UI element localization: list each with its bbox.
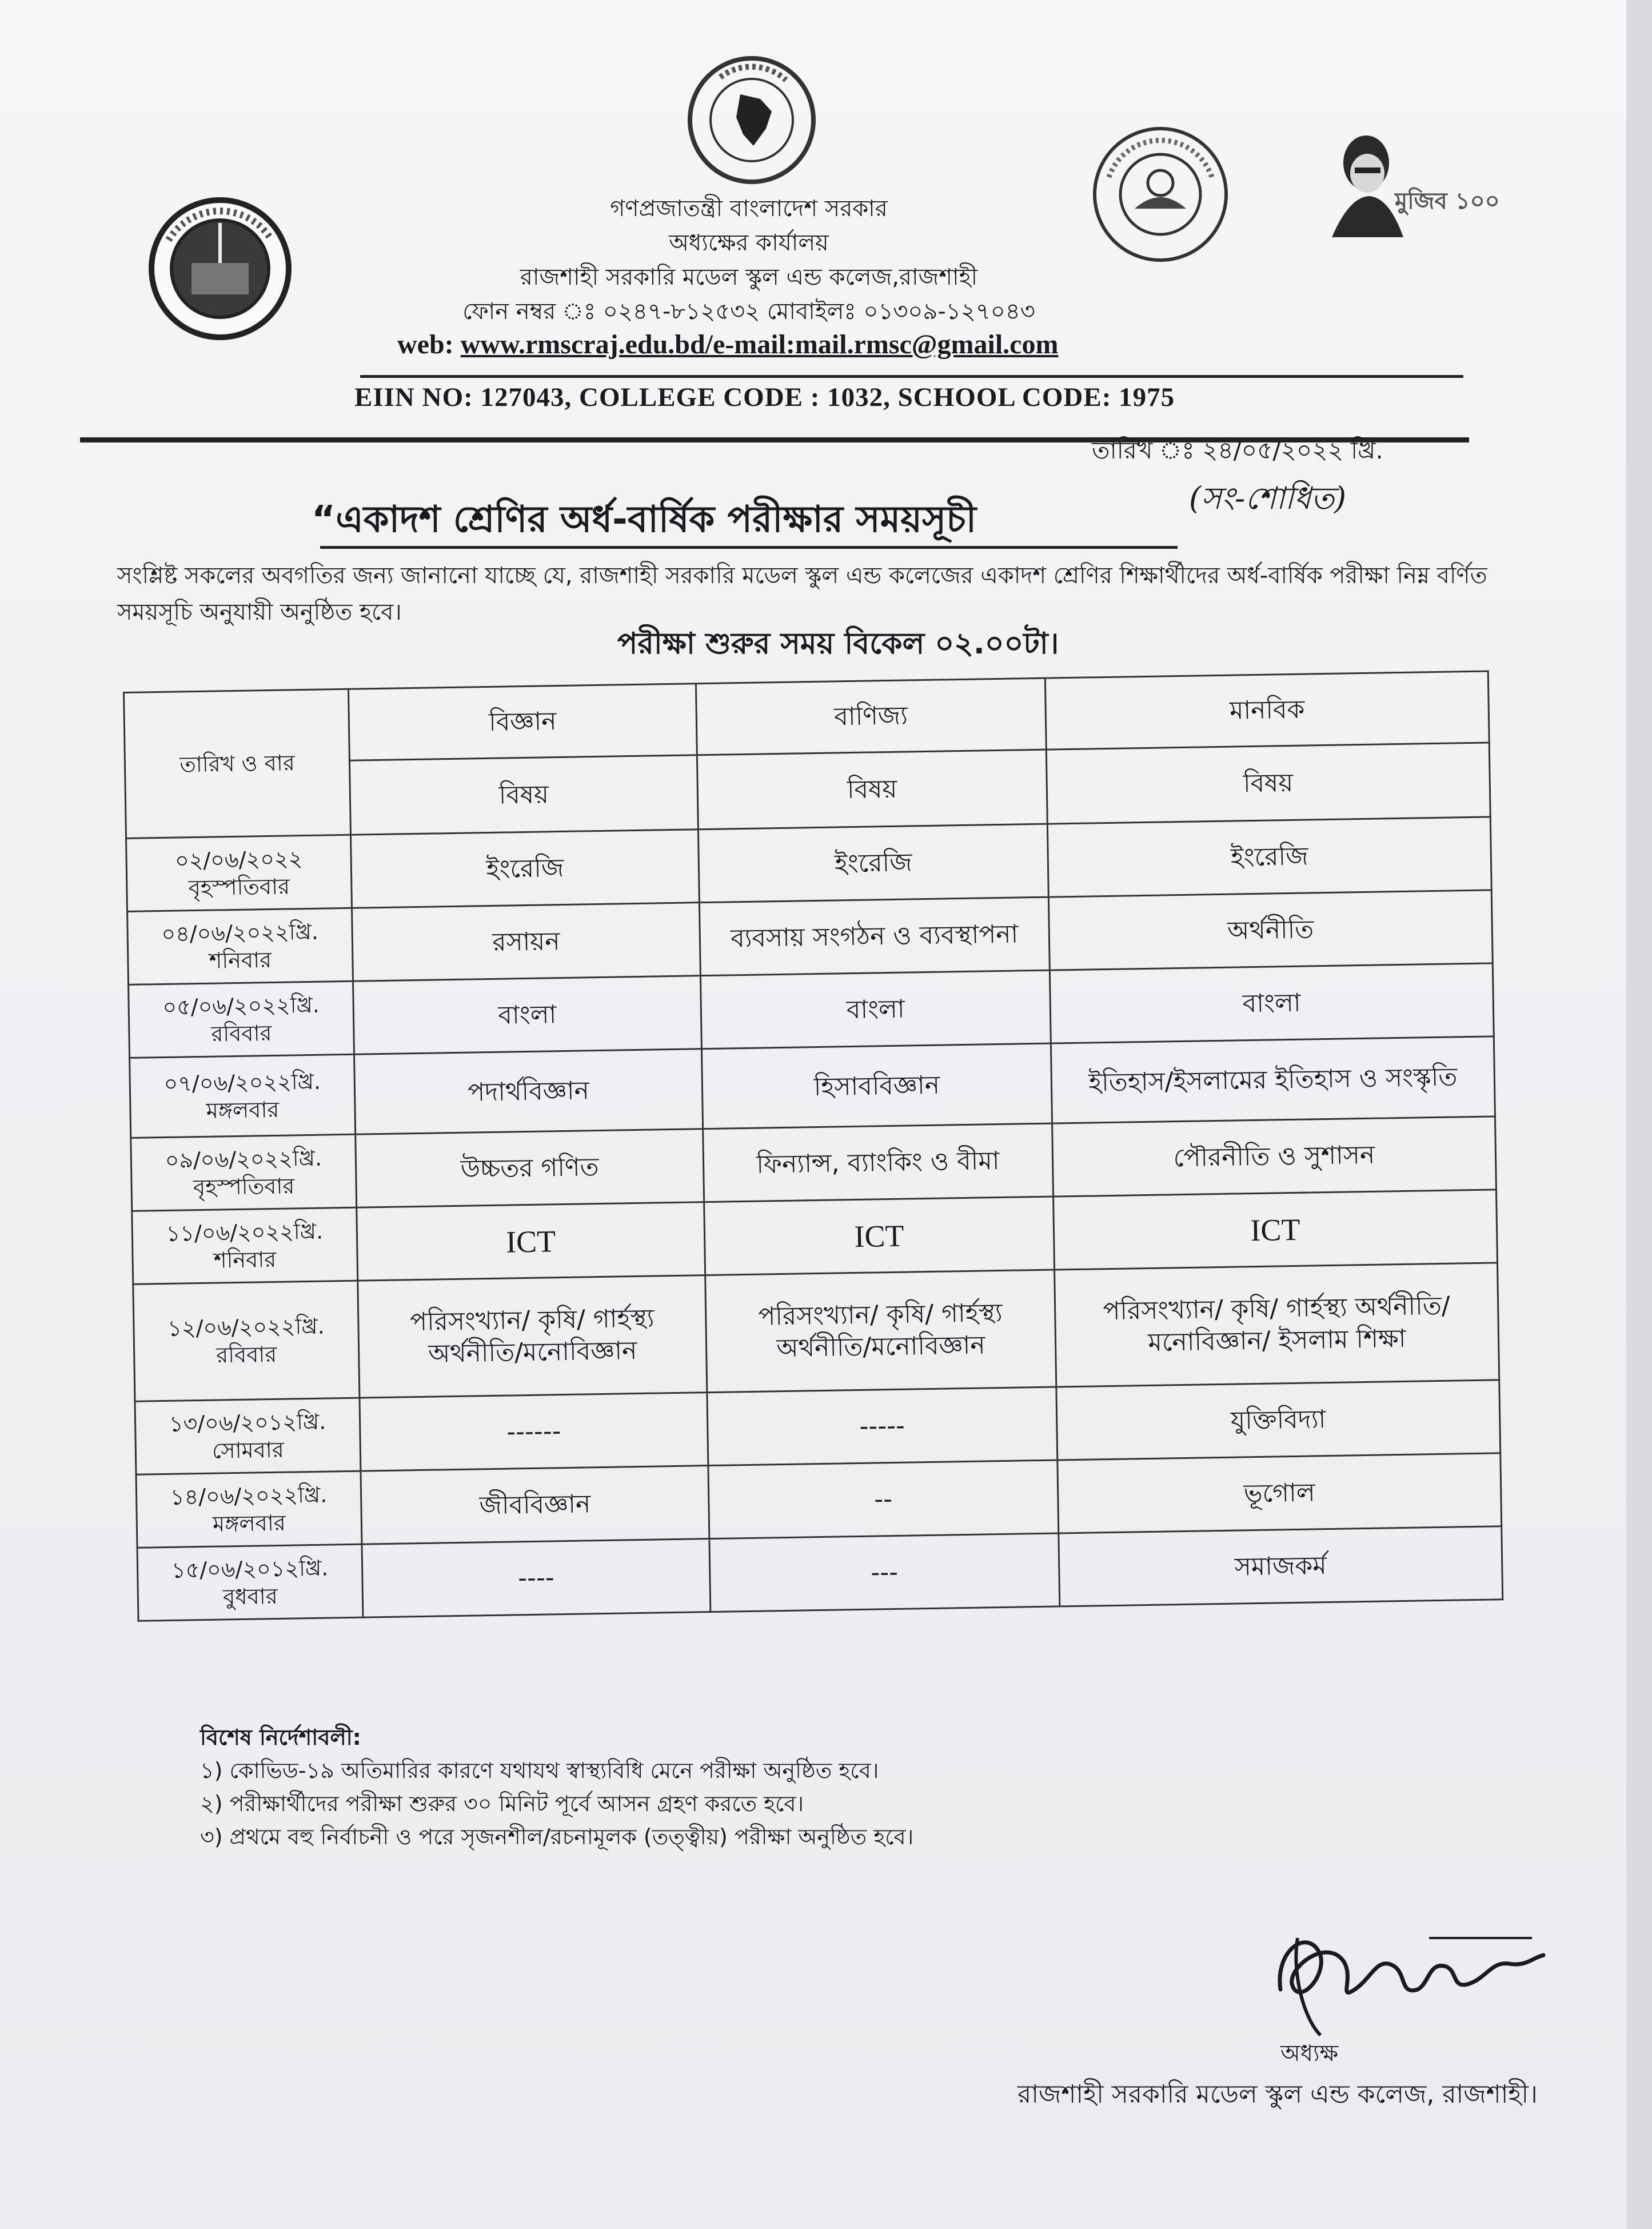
commerce-subject: ইংরেজি <box>698 824 1048 903</box>
header-subject-science: বিষয় <box>349 755 698 835</box>
commerce-subject: হিসাববিজ্ঞান <box>701 1043 1052 1129</box>
handwritten-revised-note: (সং-শোধিত) <box>1189 480 1347 516</box>
humanities-subject: ইংরেজি <box>1047 817 1491 897</box>
contact-phone: ফোন নম্বর ঃ ০২৪৭-৮১২৫৩২ মোবাইলঃ ০১৩০৯-১২৭০৪৩ <box>462 298 1035 325</box>
humanities-subject: ভূগোল <box>1058 1453 1502 1533</box>
signatory-title: অধ্যক্ষ <box>1280 2040 1339 2067</box>
letterhead <box>320 192 1178 329</box>
college-crest-icon <box>146 194 294 343</box>
exam-start-time: পরীক্ষা শুরুর সময় বিকেল ০২.০০টা। <box>617 627 1059 661</box>
header-divider-thin <box>360 375 1463 378</box>
commerce-subject: বাংলা <box>700 970 1051 1049</box>
row-date: ০৫/০৬/২০২২খ্রি. রবিবার <box>129 981 354 1058</box>
government-name: গণপ্রজাতন্ত্রী বাংলাদেশ সরকার <box>610 196 888 222</box>
commerce-subject: --- <box>709 1533 1060 1612</box>
commerce-subject: ব্যবসায় সংগঠন ও ব্যবস্থাপনা <box>699 897 1050 976</box>
commerce-subject: ফিন্যান্স, ব্যাংকিং ও বীমা <box>703 1123 1054 1202</box>
science-subject: পদার্থবিজ্ঞান <box>354 1049 703 1135</box>
science-subject: রসায়ন <box>352 903 700 982</box>
special-instructions <box>200 1721 1286 1853</box>
header-group-humanities: মানবিক <box>1045 671 1489 749</box>
row-date: ১৪/০৬/২০২২খ্রি. মঙ্গলবার <box>136 1471 362 1548</box>
instruction-item: ৩) প্রথমে বহু নির্বাচনী ও পরে সৃজনশীল/রচনামূলক (তত্ত্বীয়) পরীক্ষা অনুষ্ঠিত হবে। <box>200 1824 914 1849</box>
header-group-commerce: বাণিজ্য <box>696 678 1046 755</box>
row-date: ০৪/০৬/২০২২খ্রি. শনিবার <box>127 908 353 984</box>
signatory-office: রাজশাহী সরকারি মডেল স্কুল এন্ড কলেজ, রাজশাহী। <box>1017 2080 1538 2109</box>
science-subject: ---- <box>362 1539 711 1618</box>
notice-paragraph: সংশ্লিষ্ট সকলের অবগতির জন্য জানানো যাচ্ছে যে, রাজশাহী সরকারি মডেল স্কুল এন্ড কলেজের একাদশ শ্রেণির শিক্ষার্থীদের অর্ধ-বার্ষিক পরীক্ষা নিম্ন বর্ণিত সময়সূচি অনুযায়ী অনুষ্ঠিত হবে। <box>117 563 1487 625</box>
humanities-subject: অর্থনীতি <box>1048 890 1493 970</box>
science-subject: ICT <box>357 1202 705 1281</box>
header-subject-commerce: বিষয় <box>697 749 1047 830</box>
humanities-subject: ইতিহাস/ইসলামের ইতিহাস ও সংস্কৃতি <box>1051 1036 1495 1123</box>
title-underline <box>320 546 1178 549</box>
commerce-subject: পরিসংখ্যান/ কৃষি/ গার্হস্থ্য অর্থনীতি/মনোবিজ্ঞান <box>705 1270 1056 1393</box>
office-name: অধ্যক্ষের কার্যালয় <box>669 230 829 256</box>
government-seal-icon <box>686 54 817 186</box>
instruction-item: ১) কোভিড-১৯ অতিমারির কারণে যথাযথ স্বাস্থ্যবিধি মেনে পরীক্ষা অনুষ্ঠিত হবে। <box>200 1758 879 1783</box>
header-group-science: বিজ্ঞান <box>348 684 697 761</box>
header-subject-humanities: বিষয় <box>1046 743 1490 824</box>
notice-date: তারিখ ঃ ২৪/০৫/২০২২ খ্রি. <box>1092 436 1383 464</box>
instruction-item: ২) পরীক্ষার্থীদের পরীক্ষা শুরুর ৩০ মিনিট পূর্বে আসন গ্রহণ করতে হবে। <box>200 1791 804 1816</box>
humanities-subject: সমাজকর্ম <box>1059 1526 1503 1606</box>
institution-name: রাজশাহী সরকারি মডেল স্কুল এন্ড কলেজ,রাজশাহী <box>520 264 978 290</box>
humanities-subject: ICT <box>1053 1190 1497 1270</box>
table-row <box>133 1263 1499 1401</box>
principal-signature-icon <box>1258 1904 1555 2055</box>
science-subject: পরিসংখ্যান/ কৃষি/ গার্হস্থ্য অর্থনীতি/মনোবিজ্ঞান <box>358 1275 707 1398</box>
row-date: ০৯/০৬/২০২২খ্রি. বৃহস্পতিবার <box>131 1134 357 1211</box>
row-date: ১১/০৬/২০২২খ্রি. শনিবার <box>132 1207 358 1284</box>
science-subject: বাংলা <box>353 976 702 1055</box>
science-subject: জীববিজ্ঞান <box>361 1466 709 1545</box>
row-date: ১৫/০৬/২০১২খ্রি. বুধবার <box>137 1544 363 1621</box>
science-subject: উচ্চতর গণিত <box>356 1129 704 1208</box>
row-date: ১৩/০৬/২০১২খ্রি. সোমবার <box>135 1398 361 1474</box>
eiin-codes: EIIN NO: 127043, COLLEGE CODE : 1032, SCHOOL CODE: 1975 <box>354 382 1175 412</box>
web-prefix: web: <box>397 329 461 360</box>
row-date: ১২/০৬/২০২২খ্রি. রবিবার <box>133 1281 360 1401</box>
humanities-subject: পৌরনীতি ও সুশাসন <box>1052 1117 1496 1197</box>
commerce-subject: ICT <box>704 1197 1055 1275</box>
mujib-100-logo: মুজিব ১০০ <box>1395 188 1500 214</box>
humanities-subject: পরিসংখ্যান/ কৃষি/ গার্হস্থ্য অর্থনীতি/ মনোবিজ্ঞান/ ইসলাম শিক্ষা <box>1054 1263 1499 1387</box>
exam-schedule-table <box>123 670 1503 1621</box>
instructions-heading: বিশেষ নির্দেশাবলী: <box>200 1725 361 1750</box>
website-link[interactable]: www.rmscraj.edu.bd/e-mail:mail.rmsc@gmail.com <box>460 329 1059 360</box>
commerce-subject: ----- <box>707 1387 1058 1466</box>
notice-title: “একাদশ শ্রেণির অর্ধ-বার্ষিক পরীক্ষার সময়সূচী <box>312 499 977 541</box>
science-subject: ইংরেজি <box>350 830 699 908</box>
row-date: ০৭/০৬/২০২২খ্রি. মঙ্গলবার <box>130 1054 356 1138</box>
page-edge <box>1626 0 1652 2229</box>
row-date: ০২/০৬/২০২২ বৃহস্পতিবার <box>126 835 352 911</box>
humanities-subject: বাংলা <box>1050 963 1494 1043</box>
header-date-day: তারিখ ও বার <box>124 689 351 838</box>
web-email-line <box>397 329 1058 360</box>
humanities-subject: যুক্তিবিদ্যা <box>1056 1380 1501 1460</box>
commerce-subject: -- <box>708 1460 1059 1539</box>
science-subject: ------ <box>360 1393 708 1472</box>
